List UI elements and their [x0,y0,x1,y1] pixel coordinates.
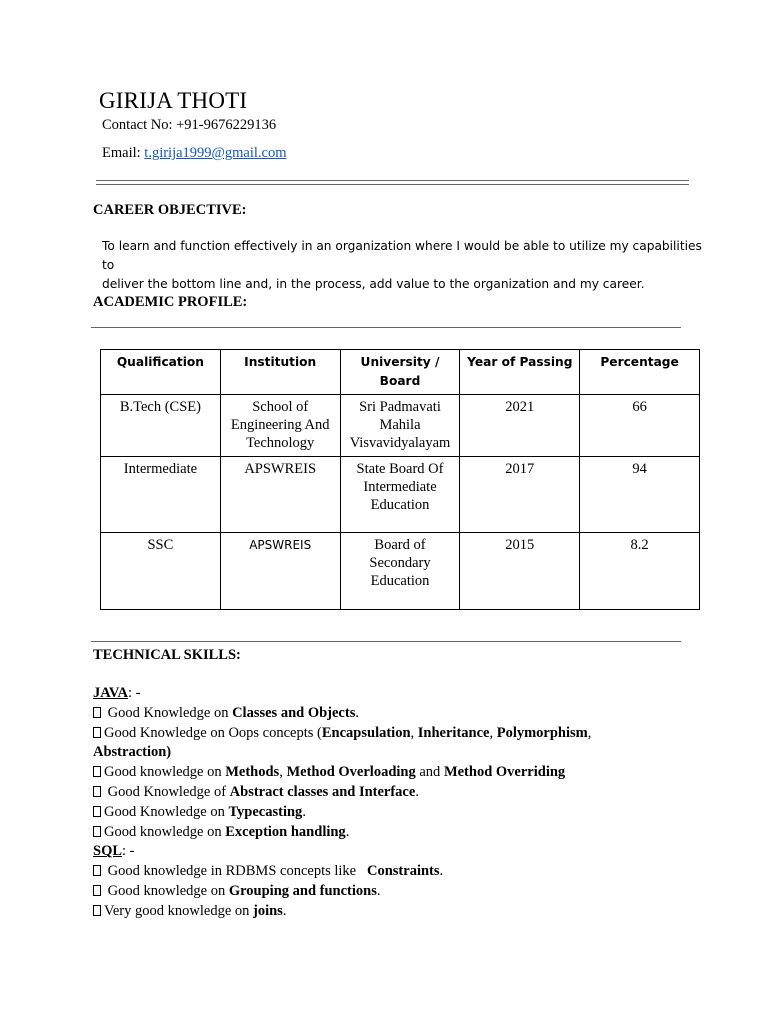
academic-profile-heading: ACADEMIC PROFILE: [93,294,248,310]
bullet-box-icon [93,905,101,916]
java-label: JAVA [93,685,128,701]
table-cell: Intermediate [101,457,221,533]
skill-text: , [279,764,287,781]
skills-list [93,684,653,922]
skill-text: Good knowledge on [104,764,226,781]
sql-label: SQL [93,843,123,860]
contact-line [102,117,276,134]
bullet-box-icon [93,885,101,896]
technical-divider [91,641,681,642]
email-line [102,145,287,162]
table-cell: State Board Of Intermediate Education [340,457,460,533]
objective-line-2: deliver the bottom line and, in the process, add value to the organization and my career. [102,277,645,291]
table-cell: Board of Secondary Education [340,533,460,610]
table-cell: 66 [580,395,700,457]
objective-line-1: To learn and function effectively in an organization where I would be able to utilize my capabilities to [102,239,702,272]
skill-text: Very good knowledge on [104,902,254,919]
skill-text: Good Knowledge on [104,704,233,721]
table-header-row [101,350,700,395]
table-cell: 8.2 [580,533,700,610]
skill-text: Good knowledge on [104,823,226,840]
skill-text: . [355,704,359,721]
candidate-name: GIRIJA THOTI [99,88,248,113]
table-cell: School of Engineering And Technology [220,395,340,457]
list-item [93,862,653,882]
academic-divider [91,327,681,328]
table-row [101,457,700,533]
skill-bold: Method Overloading [286,764,416,781]
skill-text: , [587,724,592,741]
skill-bold: joins [253,902,283,919]
skill-bold: Polymorphism [496,724,588,741]
column-header: Institution [220,350,340,395]
column-header: Year of Passing [460,350,580,395]
skill-bold: Classes and Objects [232,704,356,721]
career-objective-heading: CAREER OBJECTIVE: [93,202,247,218]
sql-suffix: : - [122,843,135,860]
bullet-box-icon [93,865,101,876]
skill-text: Good Knowledge of [104,783,230,800]
list-item [93,704,653,724]
header-divider [96,180,689,185]
table-cell: APSWREIS [220,533,340,610]
list-item [93,724,653,764]
skill-bold: Encapsulation [321,724,411,741]
bullet-box-icon [93,786,101,797]
bullet-box-icon [93,806,101,817]
table-cell: Sri Padmavati Mahila Visvavidyalayam [340,395,460,457]
skill-bold: Methods [225,764,280,781]
table-cell: B.Tech (CSE) [101,395,221,457]
table-row [101,533,700,610]
skill-text: . [415,783,419,800]
skill-text: Good Knowledge on Oops concepts ( [104,724,322,741]
email-label: Email: [102,145,145,161]
list-item [93,803,653,823]
java-suffix: : - [127,685,141,701]
list-item [93,882,653,902]
column-header: Qualification [101,350,221,395]
skill-text: . [376,882,381,899]
skill-bold: Abstraction) [93,744,172,761]
column-header: Percentage [580,350,700,395]
table-cell: 94 [580,457,700,533]
bullet-box-icon [93,727,101,738]
skill-text: , [489,724,497,741]
skill-bold: Abstract classes and Interface [229,783,416,800]
table-cell: APSWREIS [220,457,340,533]
sql-heading [93,842,653,862]
skill-bold: Exception handling [225,823,346,840]
skill-text: Good knowledge on [104,882,229,899]
skill-text: . [345,823,350,840]
contact-number: +91-9676229136 [176,117,277,133]
skill-bold: Grouping and functions [228,882,377,899]
table-cell: 2021 [460,395,580,457]
career-objective-text [102,237,702,294]
skill-text: . [302,803,306,820]
skill-text: Good Knowledge on [104,803,229,820]
skill-bold: Method Overriding [443,764,566,781]
table-cell: 2015 [460,533,580,610]
skill-bold: Typecasting [228,803,303,820]
bullet-box-icon [93,707,101,718]
table-cell: 2017 [460,457,580,533]
java-heading [93,684,653,704]
skill-bold: Inheritance [417,724,490,741]
technical-skills-heading: TECHNICAL SKILLS: [93,647,241,663]
column-header: University / Board [340,350,460,395]
list-item [93,823,653,843]
contact-label: Contact No: [102,117,177,133]
email-link[interactable]: t.girija1999@gmail.com [144,145,287,161]
skill-text: . [282,902,287,919]
table-row [101,395,700,457]
skill-text: Good knowledge in RDBMS concepts like [104,863,367,880]
skill-text: , [410,724,418,741]
academic-table [100,349,700,610]
table-cell: SSC [101,533,221,610]
list-item [93,902,653,922]
skill-text: and [415,764,444,781]
bullet-box-icon [93,766,101,777]
skill-text: . [439,863,444,880]
list-item [93,763,653,783]
bullet-box-icon [93,826,101,837]
skill-bold: Constraints [367,863,440,880]
list-item [93,783,653,803]
